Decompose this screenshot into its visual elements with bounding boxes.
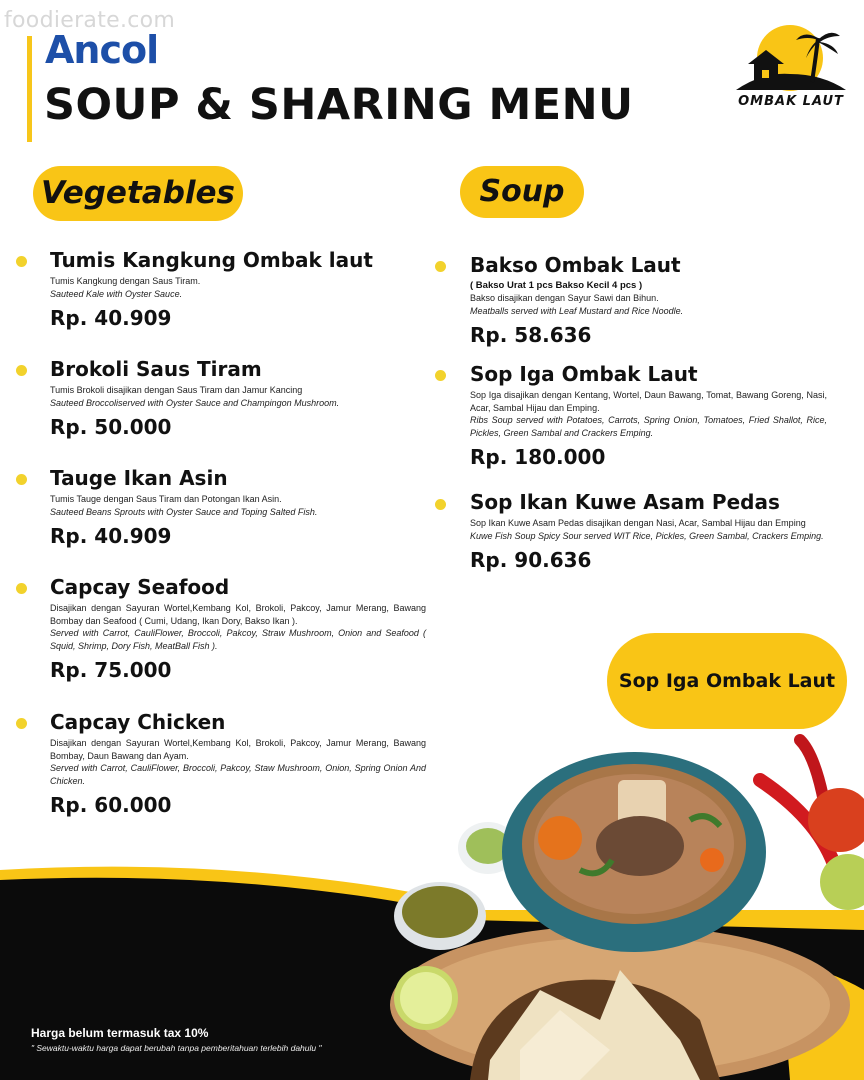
menu-item-desc: Tumis Kangkung dengan Saus Tiram.	[50, 276, 201, 286]
menu-item-name: Sop Iga Ombak Laut	[470, 362, 698, 386]
menu-item-desc: Tumis Brokoli disajikan dengan Saus Tiram dan Jamur Kancing	[50, 385, 303, 395]
menu-item-desc-en: Ribs Soup served with Potatoes, Carrots, Spring Onion, Tomatoes, Fried Shallot, Rice, Pickles, Green Sambal and Crackers Emping.	[470, 415, 827, 438]
menu-item-desc: Bakso disajikan dengan Sayur Sawi dan Bihun.	[470, 293, 659, 303]
menu-item-desc-en: Served with Carrot, CauliFlower, Broccoli, Pakcoy, Staw Mushroom, Onion, Spring Onion And Chicken.	[50, 763, 426, 786]
tax-notice: Harga belum termasuk tax 10%	[31, 1026, 209, 1040]
accent-bar	[27, 36, 32, 142]
menu-item-desc-en: Sauteed Kale with Oyster Sauce.	[50, 288, 183, 299]
menu-item-name: Tauge Ikan Asin	[50, 466, 228, 490]
menu-item-price: Rp. 40.909	[50, 306, 172, 330]
menu-item	[50, 357, 426, 439]
menu-item-price: Rp. 40.909	[50, 524, 172, 548]
menu-item-desc-en: Sauteed Broccoliserved with Oyster Sauce and Champingon Mushroom.	[50, 397, 340, 408]
menu-item-price: Rp. 90.636	[470, 548, 592, 572]
menu-item-name: Tumis Kangkung Ombak laut	[50, 248, 373, 272]
bullet-icon	[435, 370, 446, 381]
menu-item	[50, 575, 426, 682]
island-logo-icon	[732, 24, 850, 102]
section-vegetables-heading: Vegetables	[33, 166, 243, 221]
menu-item-price: Rp. 60.000	[50, 793, 172, 817]
menu-item	[50, 248, 426, 330]
menu-item-name: Capcay Seafood	[50, 575, 230, 599]
menu-item	[470, 362, 827, 469]
bullet-icon	[16, 474, 27, 485]
bullet-icon	[435, 261, 446, 272]
bullet-icon	[16, 256, 27, 267]
menu-item-desc-en: Kuwe Fish Soup Spicy Sour served WIT Rice, Pickles, Green Sambal, Crackers Emping.	[470, 530, 824, 541]
menu-item-desc: Sop Ikan Kuwe Asam Pedas disajikan dengan Nasi, Acar, Sambal Hijau dan Emping	[470, 518, 806, 528]
page-title: SOUP & SHARING MENU	[44, 80, 634, 130]
featured-dish-label: Sop Iga Ombak Laut	[607, 633, 847, 729]
bullet-icon	[16, 583, 27, 594]
menu-item-price: Rp. 50.000	[50, 415, 172, 439]
menu-item-price: Rp. 58.636	[470, 323, 592, 347]
menu-item-note: ( Bakso Urat 1 pcs Bakso Kecil 4 pcs )	[470, 280, 643, 291]
menu-item-desc: Disajikan dengan Sayuran Wortel,Kembang Kol, Brokoli, Pakcoy, Jamur Merang, Bawang Bombay, Daun Bawang dan Ayam.	[50, 738, 426, 761]
menu-item-desc: Tumis Tauge dengan Saus Tiram dan Potongan Ikan Asin.	[50, 494, 282, 504]
menu-item-name: Bakso Ombak Laut	[470, 253, 681, 277]
menu-item-name: Sop Ikan Kuwe Asam Pedas	[470, 490, 780, 514]
menu-item-desc-en: Sauteed Beans Sprouts with Oyster Sauce and Toping Salted Fish.	[50, 506, 318, 517]
logo-text: OMBAK LAUT	[738, 94, 844, 109]
menu-item-name: Brokoli Saus Tiram	[50, 357, 262, 381]
brand-logo-text: Ancol	[45, 28, 159, 72]
section-soup-heading: Soup	[460, 166, 584, 218]
menu-item-desc: Sop Iga disajikan dengan Kentang, Wortel, Daun Bawang, Tomat, Bawang Goreng, Nasi, Acar, Sambal Hijau dan Emping.	[470, 390, 827, 413]
menu-item	[50, 466, 426, 548]
menu-item	[470, 253, 827, 347]
menu-item-desc: Disajikan dengan Sayuran Wortel,Kembang Kol, Brokoli, Pakcoy, Jamur Merang, Bawang Bombay dan Seafood ( Cumi, Udang, Ikan Dory, Bakso Ikan ).	[50, 603, 426, 626]
restaurant-logo	[732, 24, 850, 116]
watermark: foodierate.com	[4, 8, 176, 33]
menu-item-desc-en: Meatballs served with Leaf Mustard and Rice Noodle.	[470, 305, 684, 316]
menu-item-name: Capcay Chicken	[50, 710, 226, 734]
menu-item-price: Rp. 180.000	[470, 445, 606, 469]
menu-item-price: Rp. 75.000	[50, 658, 172, 682]
menu-item-desc-en: Served with Carrot, CauliFlower, Broccoli, Pakcoy, Straw Mushroom, Onion and Seafood ( Squid, Shrimp, Dory Fish, MeatBall Fish ).	[50, 628, 426, 651]
bullet-icon	[16, 365, 27, 376]
price-change-notice: " Sewaktu-waktu harga dapat berubah tanpa pemberitahuan terlebih dahulu "	[31, 1043, 322, 1053]
menu-item	[470, 490, 827, 572]
bullet-icon	[435, 499, 446, 510]
